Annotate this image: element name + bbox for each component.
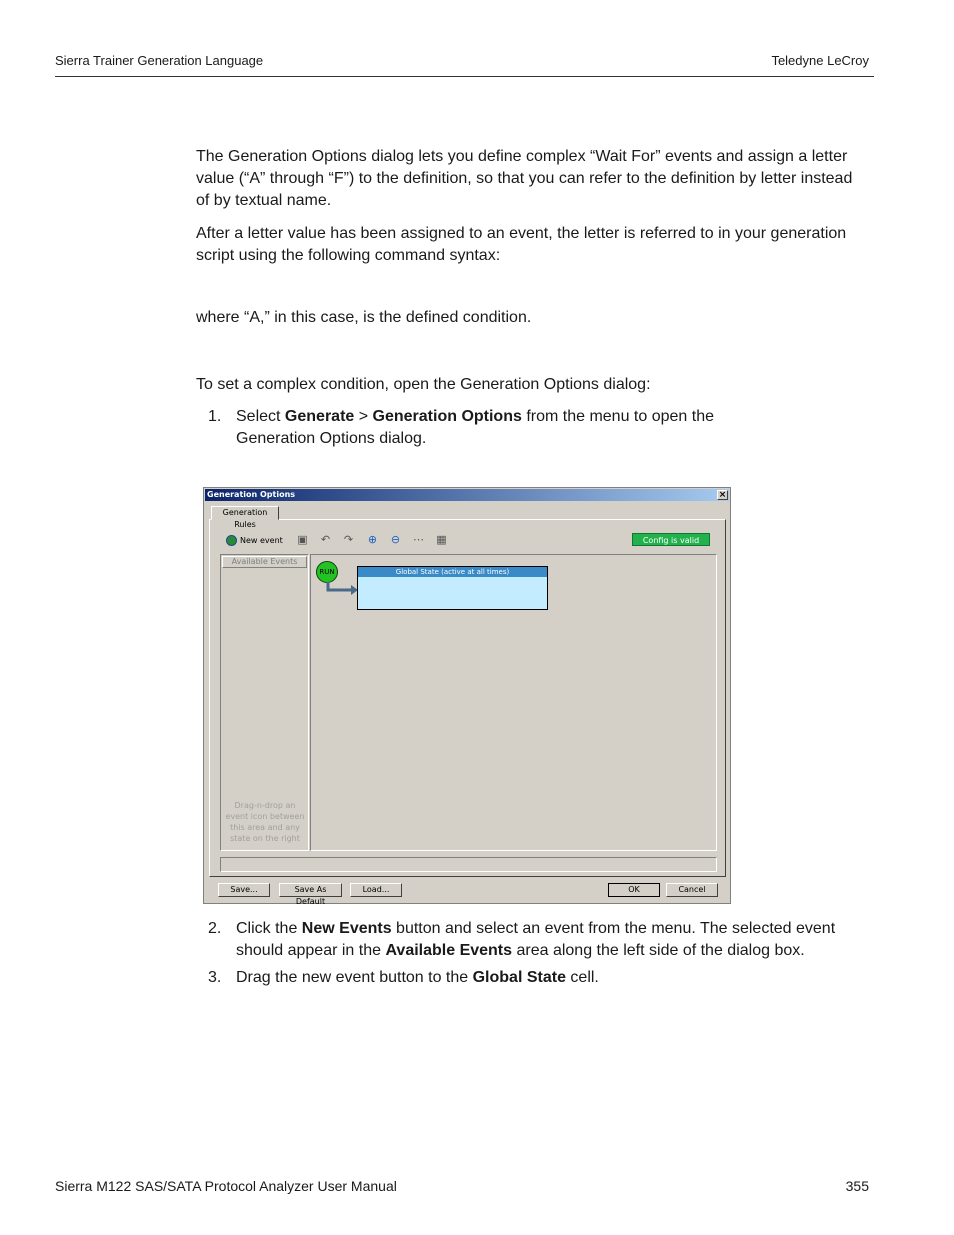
status-bar <box>220 857 717 872</box>
new-event-icon <box>226 535 237 546</box>
header-rule <box>55 76 874 77</box>
arrow-icon <box>326 582 360 596</box>
step-bold-term: Generate <box>284 408 355 425</box>
step-bold-term: Available Events <box>385 942 513 959</box>
zoom-out-icon[interactable]: ⊖ <box>390 533 401 546</box>
step-text-part: > <box>354 408 373 425</box>
instructions-intro: To set a complex condition, open the Generation Options dialog: <box>196 376 651 393</box>
step-text-part: from the menu to open the Generation Options dialog. <box>236 408 714 447</box>
undo-icon[interactable]: ↶ <box>320 533 331 546</box>
global-state-cell[interactable] <box>357 566 548 610</box>
available-events-pane[interactable] <box>220 554 309 851</box>
dialog-title: Generation Options <box>207 490 296 499</box>
delete-icon[interactable]: ▣ <box>297 533 308 546</box>
run-state-node[interactable]: RUN <box>316 561 338 583</box>
save-button[interactable]: Save... <box>218 883 270 897</box>
new-event-label: New event <box>240 535 283 545</box>
step-text-part: cell. <box>565 969 599 986</box>
step-text <box>236 967 868 989</box>
step-text-part: Drag the new event button to the <box>236 969 473 986</box>
more-icon[interactable]: ⋯ <box>413 533 424 546</box>
new-event-button[interactable] <box>226 534 286 546</box>
step-bold-term: Global State <box>472 969 566 986</box>
step-bold-term: Generation Options <box>372 408 522 425</box>
ok-button[interactable]: OK <box>608 883 660 897</box>
step-text-part: button and select an event from the menu. The selected event should appear in the <box>236 920 836 959</box>
step-number: 1. <box>208 408 222 425</box>
intro-paragraph: The Generation Options dialog lets you define complex “Wait For” events and assign a letter value (“A” through “F”) to the definition, so that you can refer to the definition by letter instead of by textual name. <box>196 148 853 209</box>
redo-icon[interactable]: ↷ <box>343 533 354 546</box>
page-number: 355 <box>845 1178 869 1194</box>
step-text-part: Select <box>236 408 285 425</box>
step-text <box>236 406 756 450</box>
step-text-part: Click the <box>236 920 302 937</box>
layout-icon[interactable]: ▦ <box>436 533 447 546</box>
step-number: 2. <box>208 920 222 937</box>
generation-options-dialog <box>203 487 731 904</box>
config-status-badge: Config is valid <box>632 533 710 546</box>
save-as-default-button[interactable]: Save As Default <box>279 883 342 897</box>
close-icon[interactable]: × <box>718 490 727 500</box>
global-state-header: Global State (active at all times) <box>358 567 547 577</box>
cancel-button[interactable]: Cancel <box>666 883 718 897</box>
running-header-company: Teledyne LeCroy <box>771 53 869 68</box>
load-button[interactable]: Load... <box>350 883 402 897</box>
syntax-paragraph: After a letter value has been assigned to an event, the letter is referred to in your generation script using the following command syntax: <box>196 225 847 264</box>
tab-generation-rules[interactable]: Generation Rules <box>211 506 279 520</box>
footer-manual-title: Sierra M122 SAS/SATA Protocol Analyzer User Manual <box>55 1178 397 1194</box>
dialog-title-bar <box>205 489 729 501</box>
available-events-header: Available Events <box>222 556 307 568</box>
condition-note: where “A,” in this case, is the defined condition. <box>196 309 532 326</box>
step-number: 3. <box>208 969 222 986</box>
step-text <box>236 918 868 962</box>
step-text-part: area along the left side of the dialog box. <box>512 942 805 959</box>
zoom-in-icon[interactable]: ⊕ <box>367 533 378 546</box>
running-header-title: Sierra Trainer Generation Language <box>55 53 264 68</box>
drag-hint: Drag-n-drop an event icon between this area and any state on the right <box>225 801 305 843</box>
step-bold-term: New Events <box>301 920 392 937</box>
